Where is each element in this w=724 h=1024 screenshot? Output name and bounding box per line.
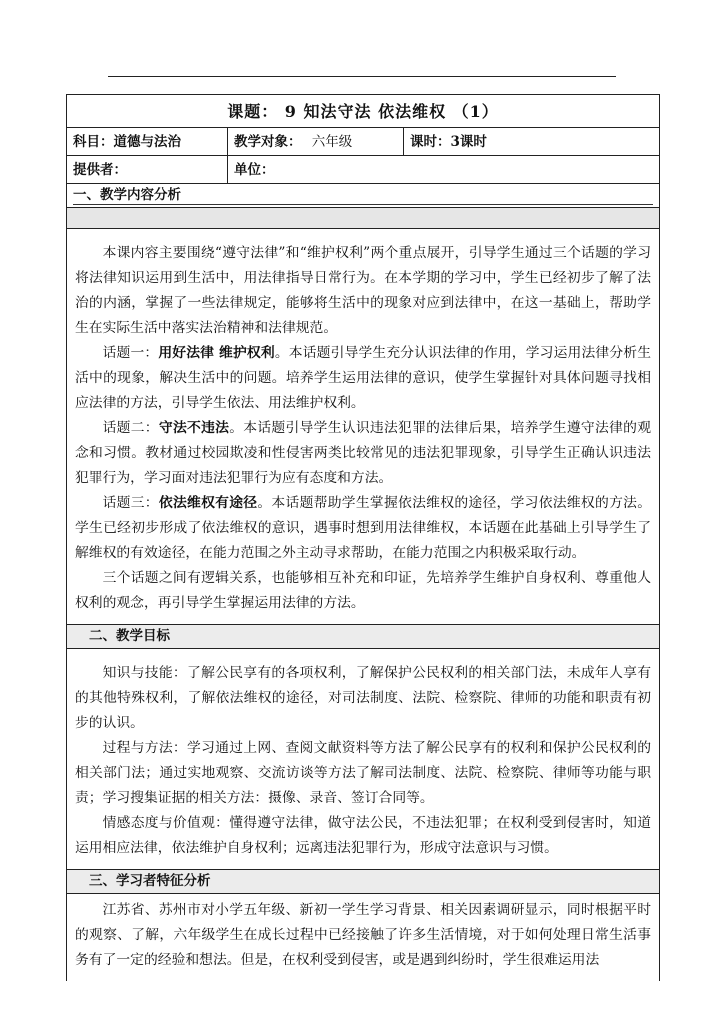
target-cell [227,128,403,155]
provider-cell: 提供者： [73,162,127,178]
header-rule [108,76,616,77]
section2-body [67,649,659,870]
topic2-title: 守法不违法 [158,420,230,436]
target-label: 教学对象： [234,134,302,150]
hours-cell: 课时：3课时 [403,128,659,155]
topic3-lead: 话题三： [102,495,159,511]
goal-knowledge: 知识与技能：了解公民享有的各项权利，了解保护公民权利的相关部门法，未成年人享有的其他特殊权利，了解依法维权的途径，对司法制度、法院、检察院、律师的功能和职责有初步的认识。 [75,665,651,731]
topic1-lead: 话题一： [102,345,159,361]
lesson-plan-table [66,94,660,981]
lesson-title: 课题： 9 知法守法 依法维权 （1） [67,95,659,128]
section1-summary: 三个话题之间有逻辑关系，也能够相互补充和印证，先培养学生维护自身权利、尊重他人权利的观念，再引导学生掌握运用法律的方法。 [75,570,651,611]
section3-body [67,894,659,981]
goal-attitude: 情感态度与价值观：懂得遵守法律，做守法公民，不违法犯罪；在权利受到侵害时，知道运用相应法律，依法维护自身权利；远离违法犯罪行为，形成守法意识与习惯。 [75,815,651,856]
topic2-lead: 话题二： [102,420,159,436]
topic3-title: 依法维权有途径 [158,495,258,511]
section1-heading [67,184,659,208]
topic1-text: 。本话题引导学生充分认识法律的作用，学习运用法律分析生活中的现象，解决生活中的问题。培养学生运用法律的意识，使学生掌握针对具体问题寻找相应法律的方法，引导学生依法、用法维护权利。 [75,345,652,411]
section1-heading-text: 一、教学内容分析 [73,187,181,203]
learner-analysis: 江苏省、苏州市对小学五年级、新初一学生学习背景、相关因素调研显示，同时根据平时的观察、了解，六年级学生在成长过程中已经接触了许多生活情境，对于如何处理日常生活事务有了一定的经验和想法。但是，在权利受到侵害，或是遇到纠纷时，学生很难运用法 [75,902,651,968]
meta-row-2 [67,156,659,184]
meta-row-1 [67,128,659,156]
section1-paragraph: 本课内容主要围绕“遵守法律”和“维护权利”两个重点展开，引导学生通过三个话题的学习将法律知识运用到生活中，用法律指导日常行为。在本学期的学习中，学生已经初步了解了法治的内涵，掌握了一些法律规定，能够将生活中的现象对应到法律中，在这一基础上，帮助学生在实际生活中落实法治精神和法律规范。 [75,245,651,336]
topic2-text: 。本话题引导学生认识违法犯罪的法律后果，培养学生遵守法律的观念和习惯。教材通过校园欺凌和性侵害两类比较常见的违法犯罪现象，引导学生正确认识违法犯罪行为，学习面对违法犯罪行为应有态度和方法。 [75,420,652,486]
goal-process: 过程与方法：学习通过上网、查阅文献资料等方法了解公民享有的权利和保护公民权利的相关部门法；通过实地观察、交流访谈等方法了解司法制度、法院、检察院、律师等功能与职责；学习搜集证据的相关方法：摄像、录音、签订合同等。 [75,740,651,806]
section3-heading: 三、学习者特征分析 [67,870,659,894]
subject-cell: 科目：道德与法治 [73,134,181,150]
target-value: 六年级 [311,134,353,150]
section1-topic1 [75,341,651,416]
topic1-title: 用好法律 维护权利 [158,345,275,361]
section1-topic2 [75,416,651,491]
section2-heading: 二、教学目标 [67,625,659,649]
unit-cell: 单位： [227,156,659,183]
section1-body [67,229,659,625]
topic3-text: 。本话题帮助学生掌握依法维权的途径，学习依法维权的方法。学生已经初步形成了依法维权的意识，遇事时想到用法律维权，本话题在此基础上引导学生了解维权的有效途径，在能力范围之外主动寻求帮助，在能力范围之内积极采取行动。 [75,495,652,561]
section1-band [67,208,659,229]
section1-underline [73,204,653,205]
section1-topic3 [75,491,651,566]
